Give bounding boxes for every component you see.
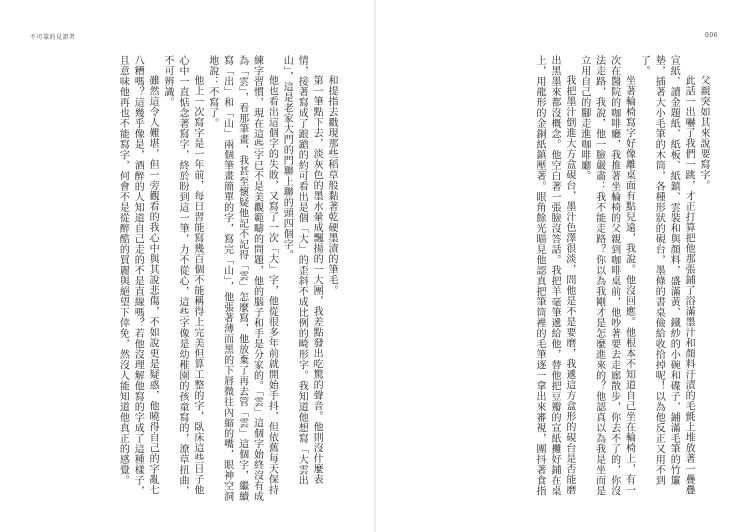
body-paragraph: 我把墨汁倒進大方盒硯台，墨汁色澤很淡，問他是不是要磨，我遞這方盒形的硯台是否能磨出黑墨來都沒概念。他空白著一張臉沒答話。我把羊毫筆遞給他，替他把豆瓣的宣紙攤好鋪在桌上，用龍形的金銅紙鎮壓著。眼角餘光瞄見他認真把筆筒裡的毛筆逐一拿出來審視，團抖著食指 [534, 55, 575, 496]
body-paragraph: 父親突如其來說要寫字。 [698, 75, 709, 191]
left-page-body [38, 55, 338, 505]
right-page [376, 0, 750, 532]
body-paragraph: 雖然這令人難堪，但一旁觀看的我心中與其說悲傷，不如說更是疑惑，他曉得自己的字亂七八糟嗎？這幾乎像是，酒醉的人知道自己走的不是直線嗎？若他沒理解他寫的字成了這種樣子，且意味他再也不能寫字，何會不是從醉酷的買麗與絕望下倖免，然沒人能知道他真正的感覺。 [117, 55, 159, 496]
page-number: 006 [705, 32, 718, 39]
body-paragraph: 此話一出嚇了我們一跳，才正打算把他那張鋪了浴滿墨汁和顏料汙漬的毛氈上堆放著一疊疊宣紙、讀金題紙、紙板、紙鎮、雲裝和與顏料，盛滿黃、鐵紗的小碗和碟子，鋪滿毛筆的竹簾墊，插著大小毛筆的木筒，各種形狀的硯台，墨條的書桌儉給收拾掉呢！以為他反正又用不到了。 [638, 55, 695, 495]
body-paragraph: 坐著輪椅寫字好像離桌面有點兒遠，我說。他沒回應。他根本不知道自己坐在輪椅上，有一次在醫院的咖啡廳，我推著坐輪椅的父親到咖啡桌前，他吵著要去走廊散步，你去不了的，你沒法走路，我說，他一臉嚴肅：我不能走路？你以為我剛才是怎麼進來的？他認真以為我是坐而是立用自己的腳走進咖啡廳。 [578, 55, 635, 496]
body-paragraph: 他上一次寫字是一年前，每日習能寫幾百個不能稱得上完美但算工整的字，臥床這些日子他心中一直惦念著寫字，終於盼到這一筆，力不從心，這些字像是幼稚園的孩童寫的，潦草扭曲，不可辨識。 [162, 55, 203, 496]
body-paragraph: 他也看出這個字的失敗，又寫了一次「大」字，他從很多年前就開始手抖，但依舊每天保持練字習慣，現在這些字已不是美觀範疇的問題，他的腦子和手是分家的。「雲」這個字始終沒有成為「雲」，看那筆畫，我甚至懷疑他記不記得「雲」怎麼寫，他放棄了再去管「雲」這個字，繼續寫「出」和「山」兩個筆畫簡單的字，寫完「山」，他張著薄而黑的下唇微往內縮的嘴，眼神空洞地說：不寫了。 [206, 55, 278, 502]
left-page [0, 0, 374, 532]
running-head-left: 不可靠的見證者 [30, 34, 76, 41]
right-page-body [414, 55, 710, 505]
body-paragraph: 第一筆點下去，淡灰色的墨水暈成飄揚的一大團，我差點發出吃驚的聲音。他則沒什麼表情，接著寫成了踉蹌的約可看出是個「大」的歪斜不成比例的畸形字。我知道他想寫「大雲出山」，這是老家大門的門聯上聯的頭四個字。 [281, 55, 323, 486]
body-paragraph: 和提指去戳現那些稻草般黏著乾硬墨漬的筆毛。 [326, 75, 337, 296]
